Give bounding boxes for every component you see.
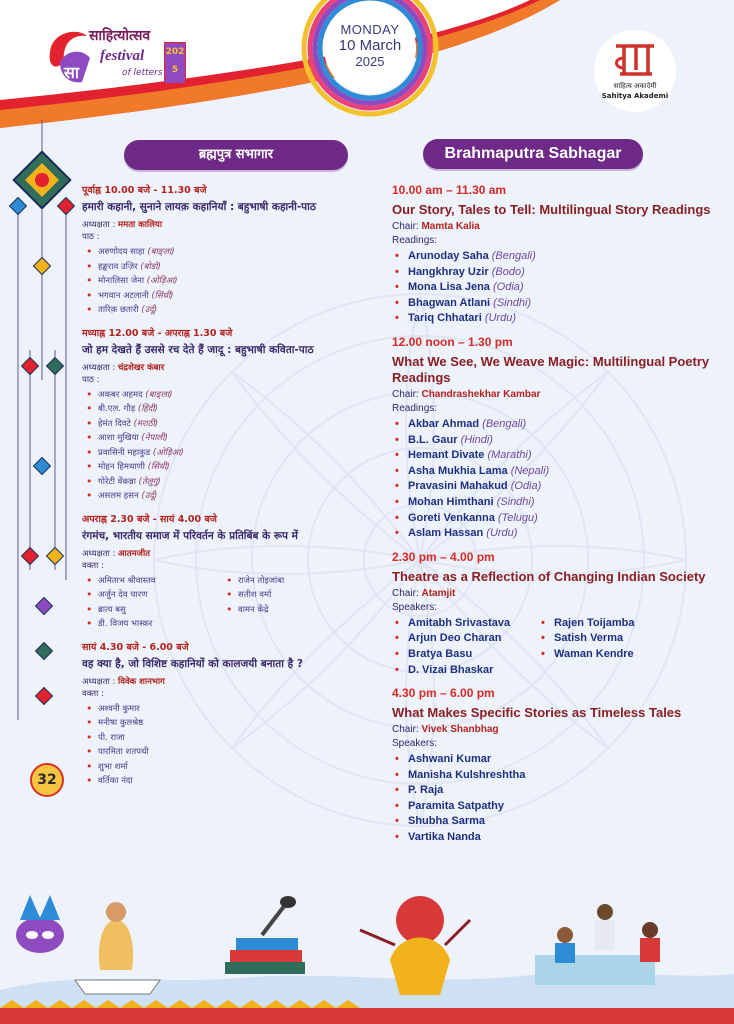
- logo-letters-text: of letters: [122, 68, 163, 78]
- chair-name: Atamjit: [421, 587, 456, 599]
- chair-name: Mamta Kalia: [421, 221, 480, 232]
- list-item: • शुभा शर्मा: [98, 760, 362, 775]
- list-item: • Satish Verma: [554, 631, 694, 647]
- english-session: [392, 335, 712, 542]
- session-time: 4.30 pm – 6.00 pm: [392, 686, 495, 701]
- session-title: Our Story, Tales to Tell: Multilingual Story Readings: [392, 202, 711, 217]
- list-item: • गोरेटी वेंकन्ना (तेलुगु): [98, 475, 362, 490]
- session-title: हमारी कहानी, सुनाने लायक़ कहानियाँ : बहुभाषी कहानी-पाठ: [82, 201, 316, 213]
- list-label: वक्ता :: [82, 560, 104, 571]
- participant-list: [98, 245, 362, 318]
- venue-hindi-pill: ब्रह्मपुत्र सभागार: [124, 140, 348, 170]
- list-item: • प्रवासिनी महाकुड (ओड़िआ): [98, 446, 362, 461]
- chair-label: Chair:: [392, 587, 419, 599]
- participant-list-left: [408, 616, 538, 678]
- hanging-lanterns-decoration: [0, 120, 85, 730]
- list-item: • हङ्खराव उज़िर (बोडो): [98, 260, 362, 275]
- session-title: वह क्या है, जो विशिष्ट कहानियों को कालजयी बनाता है ?: [82, 657, 303, 670]
- list-item: • Asha Mukhia Lama (Nepali): [408, 464, 712, 480]
- list-label: Readings:: [392, 235, 438, 246]
- list-item: • अमिताभ श्रीवास्तव: [98, 574, 222, 589]
- list-item: • Bratya Basu: [408, 647, 538, 663]
- session-title: जो हम देखते हैं उससे रच देते हैं जादू : बहुभाषी कविता-पाठ: [82, 343, 314, 356]
- hindi-session: [82, 640, 362, 789]
- list-item: • Manisha Kulshreshtha: [408, 768, 712, 784]
- session-chair: [392, 723, 712, 737]
- logo-festival-text: festival: [100, 48, 145, 64]
- list-item: • Mona Lisa Jena (Odia): [408, 280, 712, 296]
- list-item: • Waman Kendre: [554, 647, 694, 663]
- list-item: • भगवान अटलानी (सिंधी): [98, 289, 362, 304]
- participant-list-right: [238, 574, 362, 632]
- english-session: [392, 686, 712, 846]
- date-block: [318, 22, 422, 69]
- venue-english-pill: Brahmaputra Sabhagar: [423, 139, 643, 169]
- akademi-emblem-icon: [594, 32, 676, 84]
- date-year: 2025: [355, 54, 385, 69]
- list-item: • वर्तिका नंदा: [98, 774, 362, 789]
- list-item: • हेमंत दिवटे (मराठी): [98, 417, 362, 432]
- session-time: पूर्वाह्न 10.00 बजे - 11.30 बजे: [82, 185, 207, 196]
- list-item: • आशा मुखिया (नेपाली): [98, 431, 362, 446]
- hindi-session: [82, 326, 362, 504]
- date-day: MONDAY: [340, 22, 400, 37]
- two-column-list: [82, 572, 362, 640]
- list-item: • ब्रात्य बसु: [98, 603, 222, 618]
- chair-label: अध्यक्षता :: [82, 676, 116, 687]
- session-chair: [82, 362, 362, 374]
- chair-label: अध्यक्षता :: [82, 548, 116, 559]
- list-item: • राजेन तोइजांबा: [238, 574, 362, 589]
- list-item: • D. Vizai Bhaskar: [408, 663, 538, 679]
- session-time: सायं 4.30 बजे - 6.00 बजे: [82, 641, 189, 653]
- books-microphone-icon: [225, 896, 305, 974]
- sahitya-akademi-logo: [594, 30, 676, 112]
- list-item: • मनीषा कुलश्रेष्ठ: [98, 716, 362, 731]
- list-item: • Mohan Himthani (Sindhi): [408, 495, 712, 511]
- english-schedule-column: [392, 183, 712, 854]
- list-item: • डी. विजय भास्कर: [98, 617, 222, 632]
- page-number: 32: [30, 763, 64, 797]
- hindi-session: [82, 183, 362, 318]
- english-session: [392, 550, 712, 686]
- chair-name: आतमजीत: [118, 548, 151, 559]
- mask-icon: [16, 895, 64, 953]
- list-item: • Ashwani Kumar: [408, 752, 712, 768]
- session-time: मध्याह्न 12.00 बजे - अपराह्न 1.30 बजे: [82, 327, 233, 339]
- discussion-group-icon: [535, 904, 660, 985]
- list-item: • वामन केंद्रे: [238, 603, 362, 618]
- session-title: रंगमंच, भारतीय समाज में परिवर्तन के प्रतिबिंब के रूप में: [82, 529, 298, 542]
- akademi-english-name: Sahitya Akademi: [601, 92, 669, 100]
- list-label: Speakers:: [392, 601, 438, 613]
- participant-list: [98, 702, 362, 789]
- list-item: • मोहन हिमथाणी (सिंधी): [98, 460, 362, 475]
- session-title: Theatre as a Reflection of Changing Indian Society: [392, 568, 706, 584]
- list-item: • Paramita Satpathy: [408, 799, 712, 815]
- participant-list: [408, 249, 712, 327]
- chair-name: Chandrashekhar Kambar: [421, 388, 541, 400]
- list-label: Readings:: [392, 402, 438, 414]
- two-column-list: [392, 614, 712, 686]
- list-item: • पारमिता शतपथी: [98, 745, 362, 760]
- reading-woman-icon: [75, 902, 160, 994]
- session-time: 2.30 pm – 4.00 pm: [392, 549, 495, 564]
- list-label: वक्ता :: [82, 688, 104, 699]
- list-item: • Arunoday Saha (Bengali): [408, 249, 712, 265]
- list-item: • Arjun Deo Charan: [408, 631, 538, 647]
- svg-text:सा: सा: [64, 63, 79, 82]
- list-item: • तारिक़ छतारी (उर्दू): [98, 303, 362, 318]
- list-item: • सतीश वर्मा: [238, 588, 362, 603]
- list-item: • Bhagwan Atlani (Sindhi): [408, 296, 712, 312]
- session-time: अपराह्न 2.30 बजे - सायं 4.00 बजे: [82, 513, 217, 525]
- list-item: • Vartika Nanda: [408, 830, 712, 846]
- list-item: • अश्वनी कुमार: [98, 702, 362, 717]
- session-title: What We See, We Weave Magic: Multilingual Poetry Readings: [392, 353, 710, 385]
- list-item: • Aslam Hassan (Urdu): [408, 526, 712, 542]
- footer-illustration: [0, 890, 734, 1024]
- chair-name: विवेक शानभाग: [118, 676, 165, 687]
- chair-name: Vivek Shanbhag: [421, 724, 499, 736]
- chair-label: अध्यक्षता :: [82, 220, 116, 230]
- akademi-hindi-name: साहित्य अकादेमी: [613, 82, 657, 90]
- list-item: • B.L. Gaur (Hindi): [408, 433, 712, 449]
- list-item: • असलम हसन (उर्दू): [98, 489, 362, 504]
- participant-list: [408, 417, 712, 542]
- hindi-session: [82, 512, 362, 640]
- list-label: Speakers:: [392, 738, 438, 750]
- participant-list-left: [98, 574, 222, 632]
- festival-logo: [42, 22, 192, 102]
- logo-year-box: 2025: [164, 42, 186, 84]
- list-item: • बी.एल. गौड़ (हिंदी): [98, 402, 362, 417]
- participant-list-right: [554, 616, 694, 678]
- session-time: 10.00 am – 11.30 am: [392, 183, 507, 197]
- list-label: पाठ :: [82, 232, 100, 242]
- chair-label: Chair:: [392, 388, 419, 400]
- list-item: • मोनालिसा जेना (ओड़िआ): [98, 274, 362, 289]
- list-item: • अर्जुन देव चारण: [98, 588, 222, 603]
- list-item: • Hangkhray Uzir (Bodo): [408, 265, 712, 281]
- chair-label: Chair:: [392, 221, 419, 232]
- list-item: • पी. राजा: [98, 731, 362, 746]
- participant-list: [98, 388, 362, 504]
- date-date: 10 March: [338, 37, 402, 54]
- list-item: • Amitabh Srivastava: [408, 616, 538, 632]
- session-chair: [392, 587, 712, 601]
- list-item: • Goreti Venkanna (Telugu): [408, 511, 712, 527]
- list-item: • Akbar Ahmad (Bengali): [408, 417, 712, 433]
- session-chair: [392, 388, 712, 402]
- session-chair: [392, 220, 712, 234]
- list-item: • Pravasini Mahakud (Odia): [408, 479, 712, 495]
- list-item: • P. Raja: [408, 783, 712, 799]
- session-title: What Makes Specific Stories as Timeless Tales: [392, 705, 682, 721]
- session-time: 12.00 noon – 1.30 pm: [392, 334, 513, 349]
- chair-name: चंद्रशेखर कंबार: [118, 362, 165, 373]
- list-item: • Hemant Divate (Marathi): [408, 448, 712, 464]
- session-chair: [82, 676, 362, 688]
- session-chair: [82, 219, 362, 231]
- chair-name: ममता कालिया: [118, 220, 163, 230]
- list-label: पाठ :: [82, 374, 100, 385]
- list-item: • अरुणोदय साहा (बाङ्ला): [98, 245, 362, 260]
- list-item: • Shubha Sarma: [408, 814, 712, 830]
- chair-label: अध्यक्षता :: [82, 362, 116, 373]
- participant-list: [408, 752, 712, 846]
- english-session: [392, 183, 712, 327]
- logo-hindi-text: साहित्योत्सव: [89, 28, 151, 44]
- list-item: • Rajen Toijamba: [554, 616, 694, 632]
- list-item: • अकबर अहमद (बाङ्ला): [98, 388, 362, 403]
- hindi-schedule-column: [82, 183, 362, 797]
- session-chair: [82, 548, 362, 560]
- list-item: • Tariq Chhatari (Urdu): [408, 311, 712, 327]
- chair-label: Chair:: [392, 724, 419, 736]
